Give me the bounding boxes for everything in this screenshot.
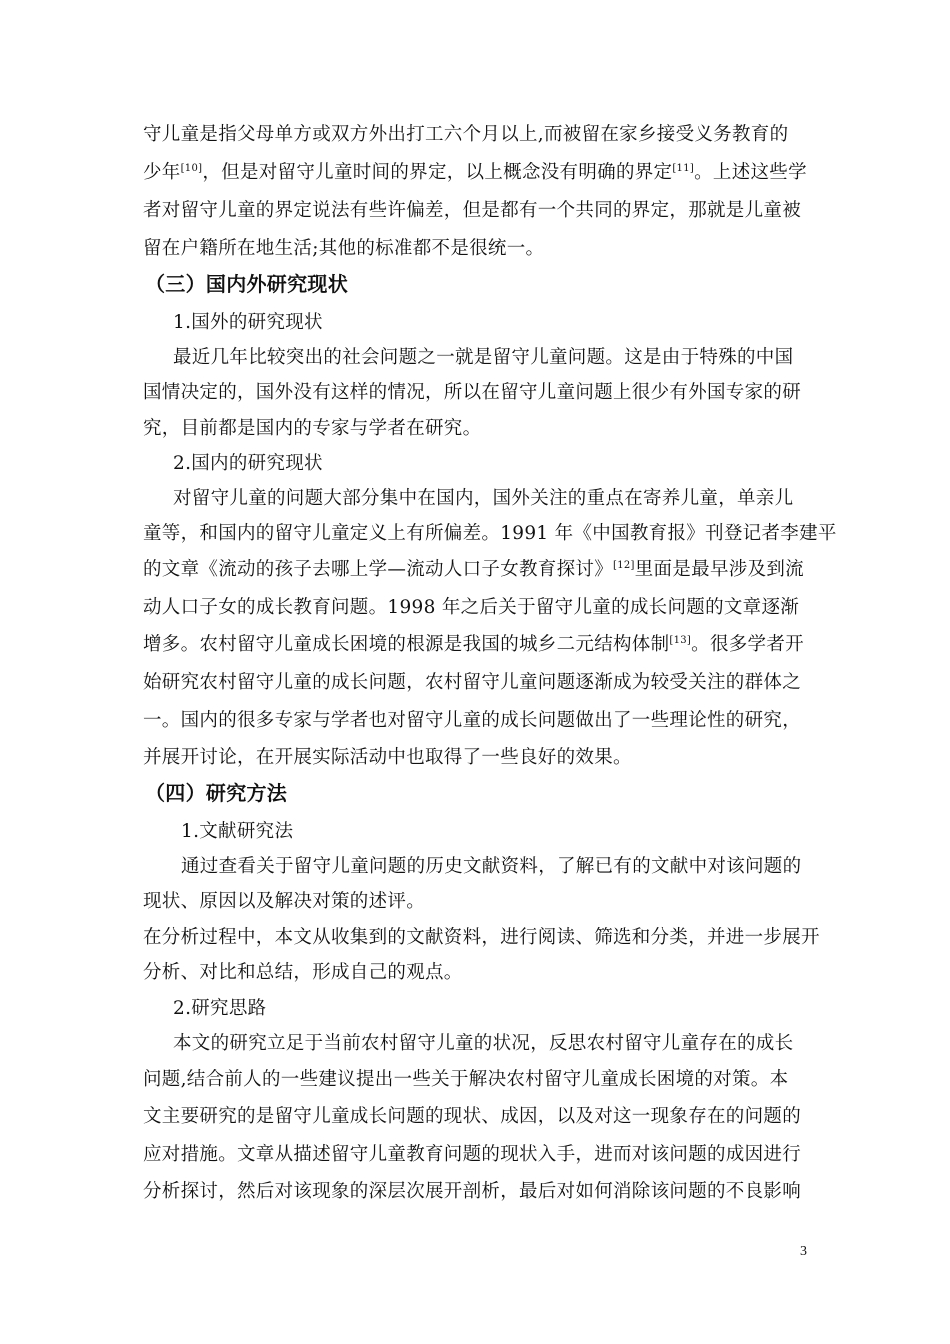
body-text-line: 并展开讨论，在开展实际活动中也取得了一些良好的效果。 <box>143 747 632 768</box>
body-text-line: 分析、对比和总结，形成自己的观点。 <box>143 962 463 983</box>
body-text-line: 留在户籍所在地生活;其他的标准都不是很统一。 <box>143 238 545 259</box>
body-text-line: 守儿童是指父母单方或双方外出打工六个月以上,而被留在家乡接受义务教育的 <box>143 124 789 145</box>
text-run: 少年 <box>143 162 181 183</box>
subsection-heading: 2.国内的研究现状 <box>173 453 323 474</box>
body-text-line: 在分析过程中，本文从收集到的文献资料，进行阅读、筛选和分类，并进一步展开 <box>143 927 820 948</box>
citation: [10] <box>180 162 203 174</box>
citation: [11] <box>672 162 695 174</box>
citation: [12] <box>613 559 635 571</box>
subsection-heading: 1.文献研究法 <box>181 821 294 842</box>
text-run: 增多。农村留守儿童成长困境的根源是我国的城乡二元结构体制 <box>143 634 670 655</box>
text-run: 的文章《流动的孩子去哪上学—流动人口子女教育探讨》 <box>143 559 614 580</box>
body-text-line: 动人口子女的成长教育问题。1998 年之后关于留守儿童的成长问题的文章逐渐 <box>143 597 800 618</box>
page-number: 3 <box>800 1244 807 1259</box>
body-text-line: 现状、原因以及解决对策的述评。 <box>143 891 426 912</box>
body-text-line: 问题,结合前人的一些建议提出一些关于解决农村留守儿童成长困境的对策。本 <box>143 1069 789 1090</box>
body-text-line <box>143 633 813 657</box>
subsection-heading: 1.国外的研究现状 <box>173 312 323 333</box>
body-text-line: 者对留守儿童的界定说法有些许偏差，但是都有一个共同的界定，那就是儿童被 <box>143 200 802 221</box>
body-text-line <box>143 161 813 185</box>
citation: [13] <box>669 634 692 646</box>
body-text-line: 始研究农村留守儿童的成长问题，农村留守儿童问题逐渐成为较受关注的群体之 <box>143 672 802 693</box>
body-text-line: 一。国内的很多专家与学者也对留守儿童的成长问题做出了一些理论性的研究， <box>143 710 802 731</box>
body-text-line: 应对措施。文章从描述留守儿童教育问题的现状入手，进而对该问题的成因进行 <box>143 1144 802 1165</box>
body-text-line: 国情决定的，国外没有这样的情况，所以在留守儿童问题上很少有外国专家的研 <box>143 382 802 403</box>
body-text-line: 对留守儿童的问题大部分集中在国内，国外关注的重点在寄养儿童，单亲儿 <box>173 488 794 509</box>
text-run: ，但是对留守儿童时间的界定，以上概念没有明确的界定 <box>202 162 673 183</box>
body-text-line: 究，目前都是国内的专家与学者在研究。 <box>143 418 482 439</box>
body-text-line: 童等，和国内的留守儿童定义上有所偏差。1991 年《中国教育报》刊登记者李建平 <box>143 523 837 544</box>
text-run: 。上述这些学 <box>694 162 807 183</box>
subsection-heading: 2.研究思路 <box>173 998 267 1019</box>
body-text-line: 分析探讨，然后对该现象的深层次展开剖析，最后对如何消除该问题的不良影响 <box>143 1181 802 1202</box>
body-text-line: 通过查看关于留守儿童问题的历史文献资料，了解已有的文献中对该问题的 <box>181 856 802 877</box>
text-run: 里面是最早涉及到流 <box>634 559 804 580</box>
body-text-line: 文主要研究的是留守儿童成长问题的现状、成因，以及对这一现象存在的问题的 <box>143 1106 802 1127</box>
text-run: 。很多学者开 <box>691 634 804 655</box>
body-text-line: 本文的研究立足于当前农村留守儿童的状况，反思农村留守儿童存在的成长 <box>173 1033 794 1054</box>
section-heading: （四）研究方法 <box>145 781 288 805</box>
body-text-line: 最近几年比较突出的社会问题之一就是留守儿童问题。这是由于特殊的中国 <box>173 347 794 368</box>
section-heading: （三）国内外研究现状 <box>145 272 348 296</box>
body-text-line <box>143 558 813 582</box>
